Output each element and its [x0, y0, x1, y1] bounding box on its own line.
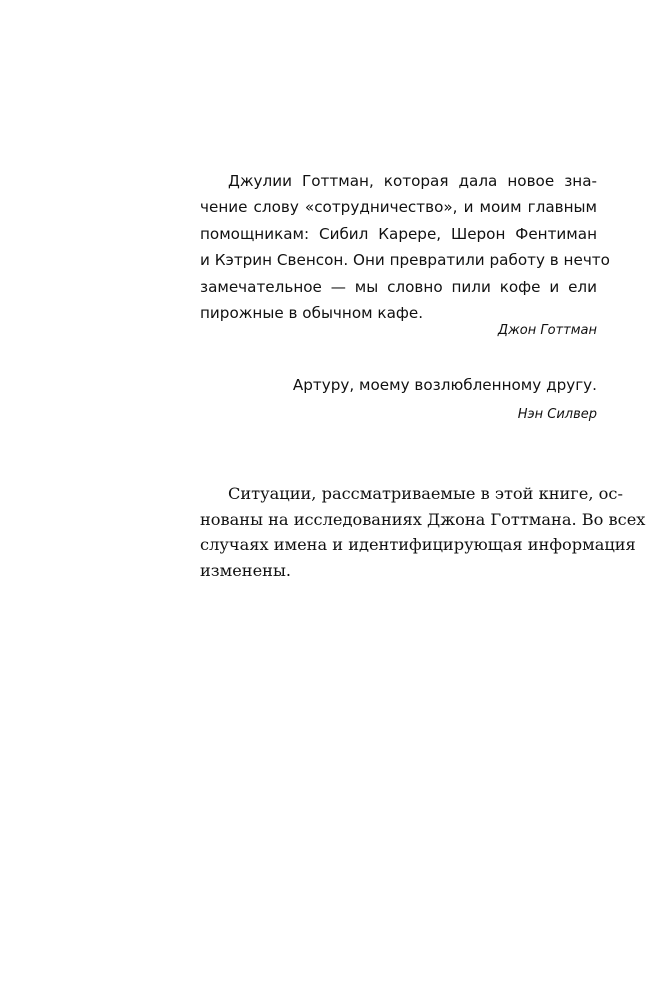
- dedication-gottman: [200, 168, 610, 326]
- notice-line: случаях имена и идентифицирующая информация: [200, 535, 636, 555]
- dedication-line: Джулии Готтман, которая дала новое зна-: [228, 172, 597, 190]
- notice-line: нованы на исследованиях Джона Готтмана. Во всех: [200, 509, 646, 529]
- notice-line: Ситуации, рассматриваемые в этой книге, ос-: [228, 484, 623, 503]
- dedication-silver: Артуру, моему возлюбленному другу.: [292, 376, 597, 394]
- signature-gottman: Джон Готтман: [497, 323, 597, 338]
- dedication-line: замечательное — мы словно пили кофе и ели: [200, 277, 597, 296]
- dedication-line: чение слову «сотрудничество», и моим главным: [200, 198, 597, 217]
- dedication-line: помощникам: Сибил Карере, Шерон Фентиман: [200, 224, 597, 243]
- dedication-line: пирожные в обычном кафе.: [200, 304, 424, 323]
- notice-line: изменены.: [200, 560, 291, 580]
- disclaimer-notice: [200, 481, 646, 583]
- signature-silver: Нэн Силвер: [517, 407, 597, 422]
- dedication-line: и Кэтрин Свенсон. Они превратили работу в нечто: [200, 251, 610, 270]
